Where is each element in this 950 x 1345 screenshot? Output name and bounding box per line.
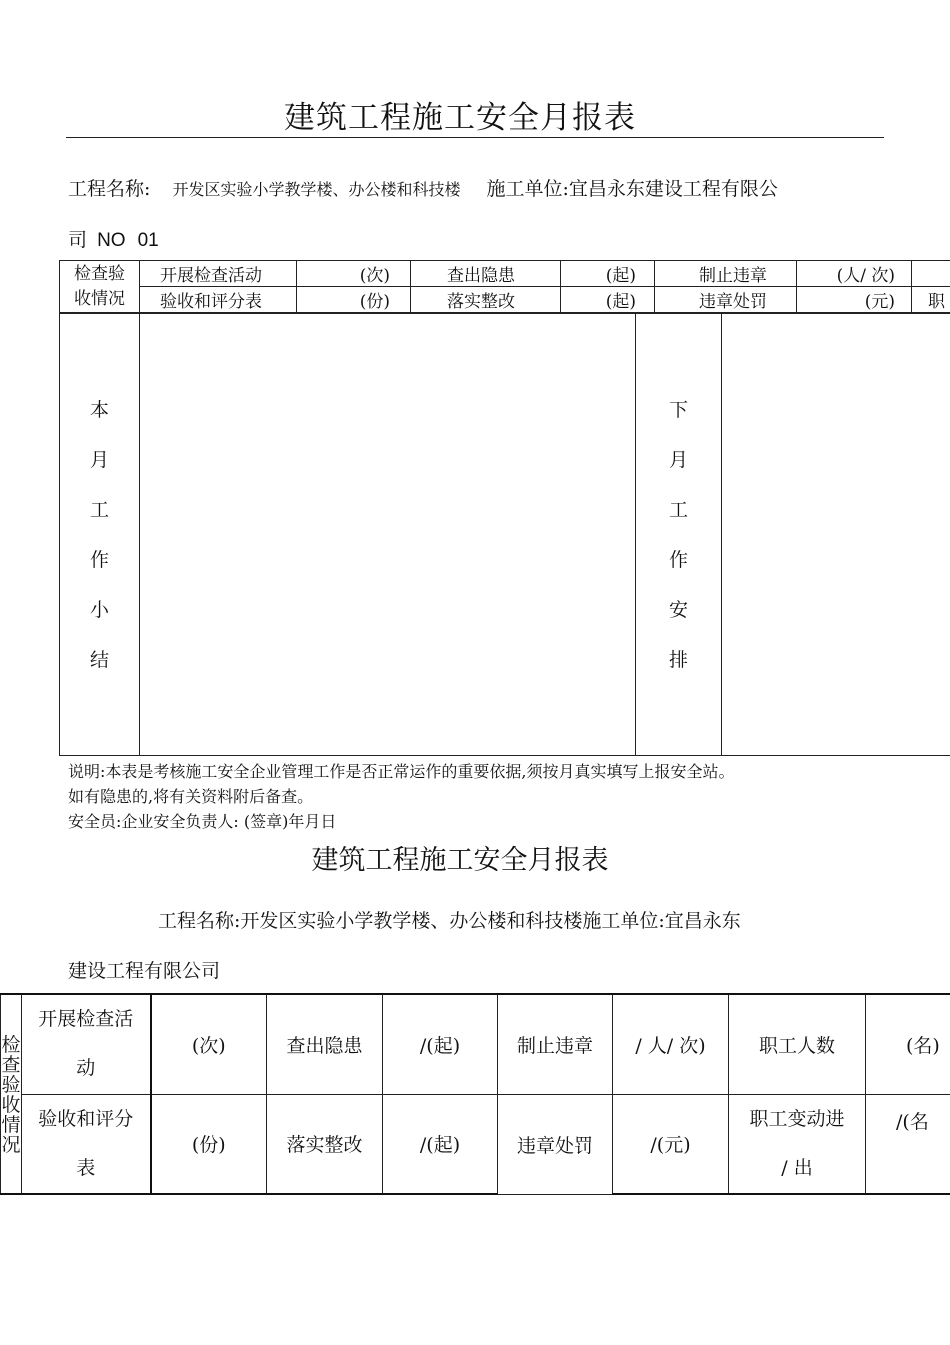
cell-hazards-found: 查出隐患 [411,261,561,287]
cell-staff-change [729,1094,866,1194]
project-label: 工程名称: [68,178,151,200]
note-line: 安全员:企业安全负责人: (签章)年月日 [68,812,337,831]
row-header-char: 检 [1,1034,21,1056]
unit-label: 施工单位: [486,178,569,200]
plan-label [636,314,722,756]
cell-unit-times[interactable]: (次) [297,261,411,287]
row-header-char: 收 [1,1094,21,1116]
cell-stop-violation: 制止违章 [498,994,613,1094]
cell-check-activity [22,994,151,1094]
cell-violation-penalty: 违章处罚 [655,287,797,313]
notes-block [68,759,734,834]
report1-summary-table [59,313,950,756]
summary-char: 小 [89,598,109,621]
cell-unit-cases[interactable]: (起) [561,261,655,287]
cell-line: 职工变动进 [749,1107,845,1130]
cell-staff-count: 职工人数 [729,994,866,1094]
row-header-line2: 收情况 [74,288,125,309]
no-label: NO [97,230,126,251]
no-line [68,225,159,252]
project-line [68,174,778,201]
title-underline [66,137,884,138]
plan-char: 月 [668,448,688,471]
cell-rectification: 落实整改 [267,1094,383,1194]
summary-char: 本 [89,398,109,421]
cell-unit-persons-change[interactable]: /(名 [866,1094,950,1194]
cell-stop-violation: 制止违章 [655,261,797,287]
summary-char: 作 [89,548,109,571]
cell-unit-cases[interactable]: /(起) [383,994,498,1094]
report1-check-table [59,260,950,313]
cell-unit-yuan[interactable]: /(元) [613,1094,729,1194]
cell-line: / 出 [781,1156,813,1179]
summary-char: 结 [89,648,109,671]
cell-acceptance-form [22,1094,151,1194]
report2-check-table [0,993,950,1195]
plan-char: 下 [668,398,688,421]
row-header-char: 验 [1,1074,21,1096]
cell-unit-copies[interactable]: (份) [151,1094,267,1194]
unit-name-part2: 司 [68,229,88,251]
cell-line: 验收和评分 [38,1107,134,1130]
cell-violation-penalty: 违章处罚 [498,1094,613,1194]
cell-unit-copies[interactable]: (份) [297,287,411,313]
plan-char: 工 [668,498,688,521]
cell-line: 表 [76,1156,96,1179]
row-header-vertical [1,994,22,1194]
plan-char: 安 [668,598,688,621]
cell-empty [912,261,950,287]
plan-content-area[interactable] [722,314,950,756]
summary-char: 工 [89,498,109,521]
cell-unit-persons[interactable]: / 人/ 次) [613,994,729,1094]
plan-char: 排 [668,648,688,671]
cell-unit-times[interactable]: (次) [151,994,267,1094]
cell-line: 开展检查活 [38,1008,134,1031]
note-line: 如有隐患的,将有关资料附后备查。 [68,787,314,806]
cell-hazards-found: 查出隐患 [267,994,383,1094]
cell-rectification: 落实整改 [411,287,561,313]
cell-check-activity: 开展检查活动 [140,261,297,287]
cell-line: 动 [76,1057,96,1080]
note-line: 说明:本表是考核施工安全企业管理工作是否正常运作的重要依据,须按月真实填写上报安全站。 [68,762,735,781]
report2-line1: 工程名称:开发区实验小学教学楼、办公楼和科技楼施工单位:宜昌永东 [158,910,741,932]
row-header-char: 情 [1,1114,21,1136]
row-header-char: 查 [1,1054,21,1076]
row-header-line1: 检查验 [74,263,125,284]
summary-label [60,314,140,756]
cell-staff-cut: 职 [912,287,950,313]
cell-unit-cases-2[interactable]: /(起) [383,1094,498,1194]
summary-content-area[interactable] [140,314,636,756]
report2-line2: 建设工程有限公司 [68,960,221,982]
unit-name-part1: 宜昌永东建设工程有限公 [568,178,778,200]
plan-char: 作 [668,548,688,571]
row-header-char: 况 [1,1134,21,1156]
summary-char: 月 [89,448,109,471]
cell-acceptance-form: 验收和评分表 [140,287,297,313]
report1-title: 建筑工程施工安全月报表 [284,100,636,136]
project-name: 开发区实验小学教学楼、办公楼和科技楼 [172,180,461,199]
cell-unit-yuan[interactable]: (元) [797,287,912,313]
report2-title: 建筑工程施工安全月报表 [311,845,609,876]
cell-unit-persons[interactable]: (人/ 次) [797,261,912,287]
row-header [60,261,140,313]
no-value: 01 [137,230,159,251]
cell-unit-persons-count[interactable]: (名) [866,994,950,1094]
cell-unit-cases-2[interactable]: (起) [561,287,655,313]
